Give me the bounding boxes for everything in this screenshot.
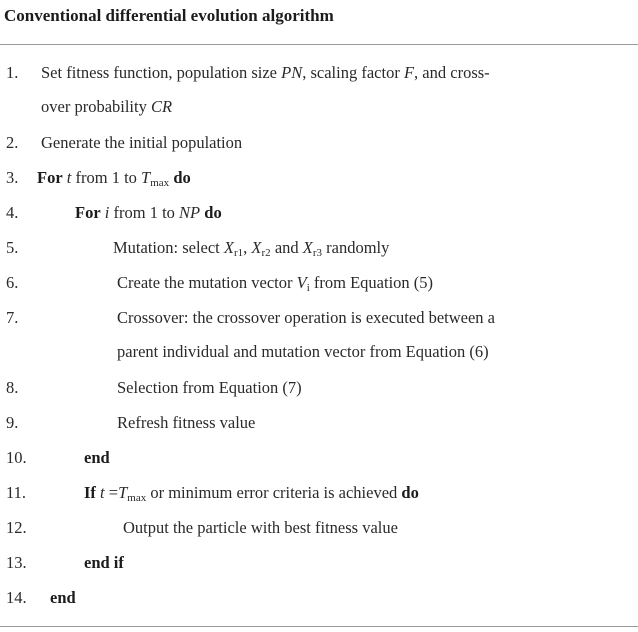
step-number: 13. — [6, 553, 27, 572]
algorithm-title: Conventional differential evolution algorithm — [4, 6, 334, 25]
step-text: Crossover: the crossover operation is executed between a — [117, 308, 495, 327]
step-number: 8. — [6, 378, 19, 397]
step-number: 6. — [6, 273, 19, 292]
step-text: Generate the initial population — [41, 133, 243, 152]
step-number: 11. — [6, 483, 27, 502]
step-text: end if — [84, 553, 124, 572]
top-rule — [0, 44, 638, 45]
step-number: 7. — [6, 308, 19, 327]
step-number: 14. — [6, 588, 27, 607]
step-text: If $t =T_{max}$ or minimum error criteria is achieved do — [84, 483, 419, 504]
step-text: Selection from Equation (7) — [117, 378, 302, 397]
step-number: 10. — [6, 448, 27, 467]
step-text: For t from 1 to $T_{max}$ do — [37, 168, 191, 189]
step-number: 4. — [6, 203, 19, 222]
step-number: 1. — [6, 63, 19, 82]
step-number: 3. — [6, 168, 19, 187]
step-text: Mutation: select $X_{r1}$, $X_{r2}$ and $X_{r3}$ randomly — [113, 238, 390, 259]
step-text: parent individual and mutation vector from Equation (6) — [117, 342, 489, 361]
step-text: end — [50, 588, 76, 607]
step-number: 9. — [6, 413, 19, 432]
step-text: Refresh fitness value — [117, 413, 256, 432]
step-number: 5. — [6, 238, 19, 257]
step-text: Set fitness function, population size PN, scaling factor F, and cross- — [41, 63, 490, 82]
step-number: 12. — [6, 518, 27, 537]
step-text: Create the mutation vector $V_i$ from Equation (5) — [117, 273, 434, 294]
bottom-rule — [0, 626, 638, 627]
step-text: For i from 1 to NP do — [75, 203, 222, 222]
step-text: over probability CR — [41, 97, 173, 116]
step-text: Output the particle with best fitness value — [123, 518, 398, 537]
step-number: 2. — [6, 133, 19, 152]
step-text: end — [84, 448, 110, 467]
